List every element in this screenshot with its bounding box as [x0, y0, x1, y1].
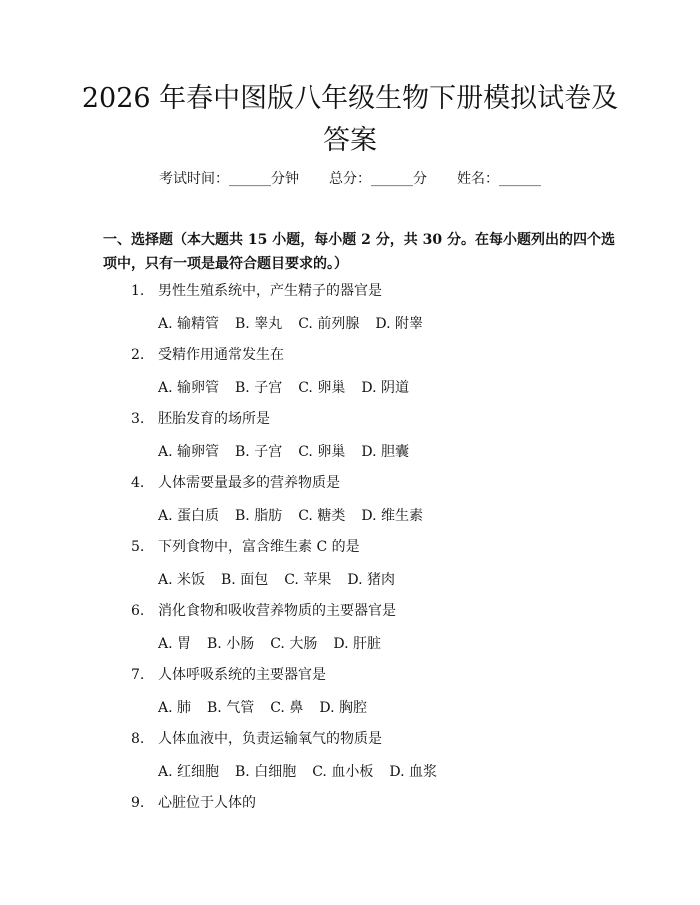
question-stem: 人体呼吸系统的主要器官是	[158, 667, 326, 683]
answer-option: D. 阴道	[361, 380, 409, 396]
question-number: 2.	[131, 347, 145, 363]
exam-time-field: 考试时间：______分钟	[159, 171, 299, 187]
question-stem: 人体需要量最多的营养物质是	[158, 475, 340, 491]
answer-options	[158, 762, 453, 782]
answer-option: D. 胆囊	[361, 444, 409, 460]
student-name-field: 姓名：______	[457, 171, 541, 187]
answer-option: D. 血浆	[389, 764, 437, 780]
question-item	[0, 409, 700, 473]
answer-option: B. 脂肪	[235, 508, 283, 524]
answer-options	[158, 314, 439, 334]
question-item	[0, 473, 700, 537]
answer-option: A. 输精管	[158, 316, 220, 332]
answer-option: D. 附睾	[375, 316, 423, 332]
answer-options	[158, 698, 383, 718]
answer-option: C. 血小板	[312, 764, 374, 780]
question-number: 7.	[131, 667, 145, 683]
question-number: 5.	[131, 539, 145, 555]
answer-options	[158, 378, 425, 398]
answer-option: C. 卵巢	[298, 444, 346, 460]
question-number: 4.	[131, 475, 145, 491]
question-item	[0, 345, 700, 409]
answer-option: C. 卵巢	[298, 380, 346, 396]
answer-option: D. 肝脏	[333, 636, 381, 652]
answer-option: A. 输卵管	[158, 444, 220, 460]
exam-meta	[0, 168, 700, 188]
answer-option: A. 肺	[158, 700, 192, 716]
answer-option: C. 前列腺	[298, 316, 360, 332]
question-item	[0, 601, 700, 665]
question-number: 1.	[131, 283, 145, 299]
answer-option: D. 胸腔	[319, 700, 367, 716]
question-list	[0, 281, 700, 857]
answer-option: A. 输卵管	[158, 380, 220, 396]
answer-option: C. 鼻	[270, 700, 304, 716]
question-number: 8.	[131, 731, 145, 747]
question-stem: 消化食物和吸收营养物质的主要器官是	[158, 603, 396, 619]
question-item	[0, 665, 700, 729]
answer-option: A. 红细胞	[158, 764, 220, 780]
question-stem: 男性生殖系统中，产生精子的器官是	[158, 283, 382, 299]
answer-option: B. 子宫	[235, 444, 283, 460]
answer-option: B. 睾丸	[235, 316, 283, 332]
question-stem: 人体血液中，负责运输氧气的物质是	[158, 731, 382, 747]
section-heading: 一、选择题（本大题共 15 小题，每小题 2 分，共 30 分。在每小题列出的四个选项中，只有一项是最符合题目要求的。）	[103, 232, 615, 272]
question-item	[0, 793, 700, 857]
answer-option: B. 小肠	[207, 636, 255, 652]
answer-options	[158, 634, 397, 654]
answer-option: C. 大肠	[270, 636, 318, 652]
question-stem: 心脏位于人体的	[158, 795, 256, 811]
question-number: 6.	[131, 603, 145, 619]
answer-option: A. 米饭	[158, 572, 206, 588]
exam-title: 2026 年春中图版八年级生物下册模拟试卷及答案	[81, 83, 619, 156]
question-stem: 受精作用通常发生在	[158, 347, 284, 363]
answer-option: C. 苹果	[284, 572, 332, 588]
answer-option: B. 面包	[221, 572, 269, 588]
answer-option: D. 维生素	[361, 508, 423, 524]
answer-options	[158, 442, 425, 462]
question-item	[0, 537, 700, 601]
answer-option: A. 胃	[158, 636, 192, 652]
answer-option: B. 气管	[207, 700, 255, 716]
question-item	[0, 729, 700, 793]
answer-option: C. 糖类	[298, 508, 346, 524]
answer-option: D. 猪肉	[347, 572, 395, 588]
total-score-field: 总分：______分	[329, 171, 427, 187]
question-stem: 下列食物中，富含维生素 C 的是	[158, 539, 360, 555]
answer-options	[158, 570, 411, 590]
answer-option: B. 白细胞	[235, 764, 297, 780]
answer-options	[158, 506, 439, 526]
question-number: 3.	[131, 411, 145, 427]
question-stem: 胚胎发育的场所是	[158, 411, 270, 427]
answer-option: B. 子宫	[235, 380, 283, 396]
question-number: 9.	[131, 795, 145, 811]
question-item	[0, 281, 700, 345]
answer-option: A. 蛋白质	[158, 508, 220, 524]
